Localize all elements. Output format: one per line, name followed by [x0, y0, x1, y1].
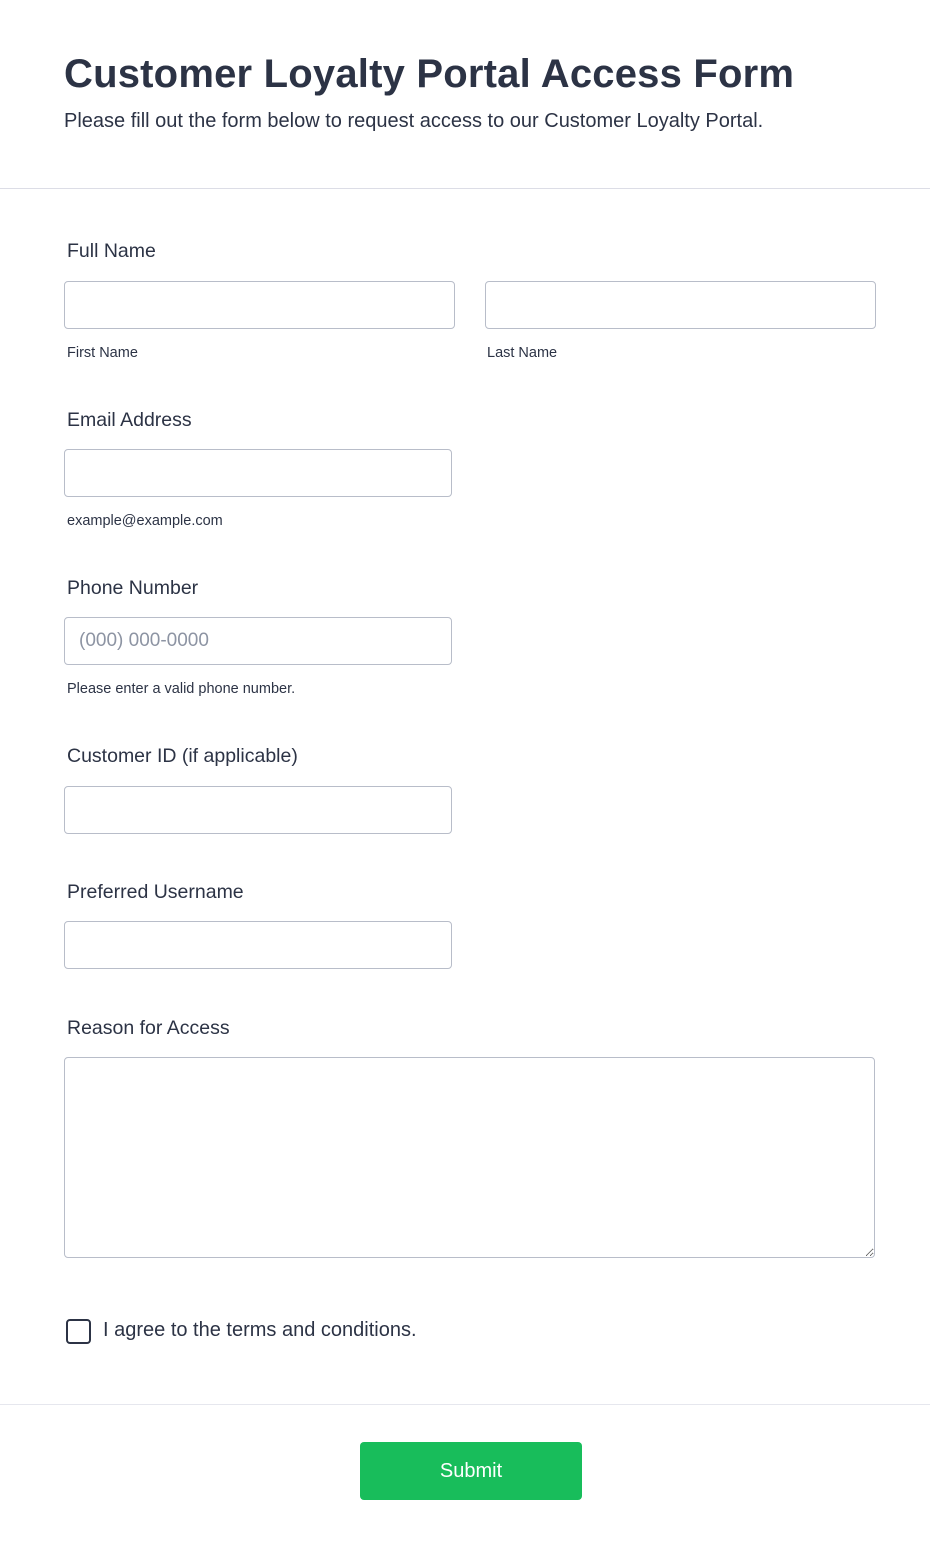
full-name-label: Full Name — [67, 240, 156, 262]
customer-id-label: Customer ID (if applicable) — [67, 745, 298, 767]
username-label: Preferred Username — [67, 881, 244, 903]
page-subtitle: Please fill out the form below to request access to our Customer Loyalty Portal. — [64, 110, 764, 132]
page-title: Customer Loyalty Portal Access Form — [64, 52, 795, 96]
submit-button[interactable]: Submit — [360, 1442, 582, 1500]
username-input[interactable] — [64, 921, 452, 969]
phone-input[interactable] — [64, 617, 452, 665]
reason-textarea[interactable] — [64, 1057, 875, 1258]
reason-label: Reason for Access — [67, 1017, 230, 1039]
terms-checkbox[interactable] — [66, 1319, 91, 1344]
last-name-sublabel: Last Name — [487, 345, 558, 361]
email-label: Email Address — [67, 409, 192, 431]
header-divider — [0, 188, 930, 189]
last-name-input[interactable] — [485, 281, 876, 329]
first-name-input[interactable] — [64, 281, 455, 329]
email-sublabel: example@example.com — [67, 513, 223, 529]
email-input[interactable] — [64, 449, 452, 497]
first-name-sublabel: First Name — [67, 345, 138, 361]
footer-divider — [0, 1404, 930, 1405]
phone-label: Phone Number — [67, 577, 199, 599]
customer-id-input[interactable] — [64, 786, 452, 834]
phone-sublabel: Please enter a valid phone number. — [67, 681, 296, 697]
terms-label[interactable]: I agree to the terms and conditions. — [103, 1319, 417, 1341]
